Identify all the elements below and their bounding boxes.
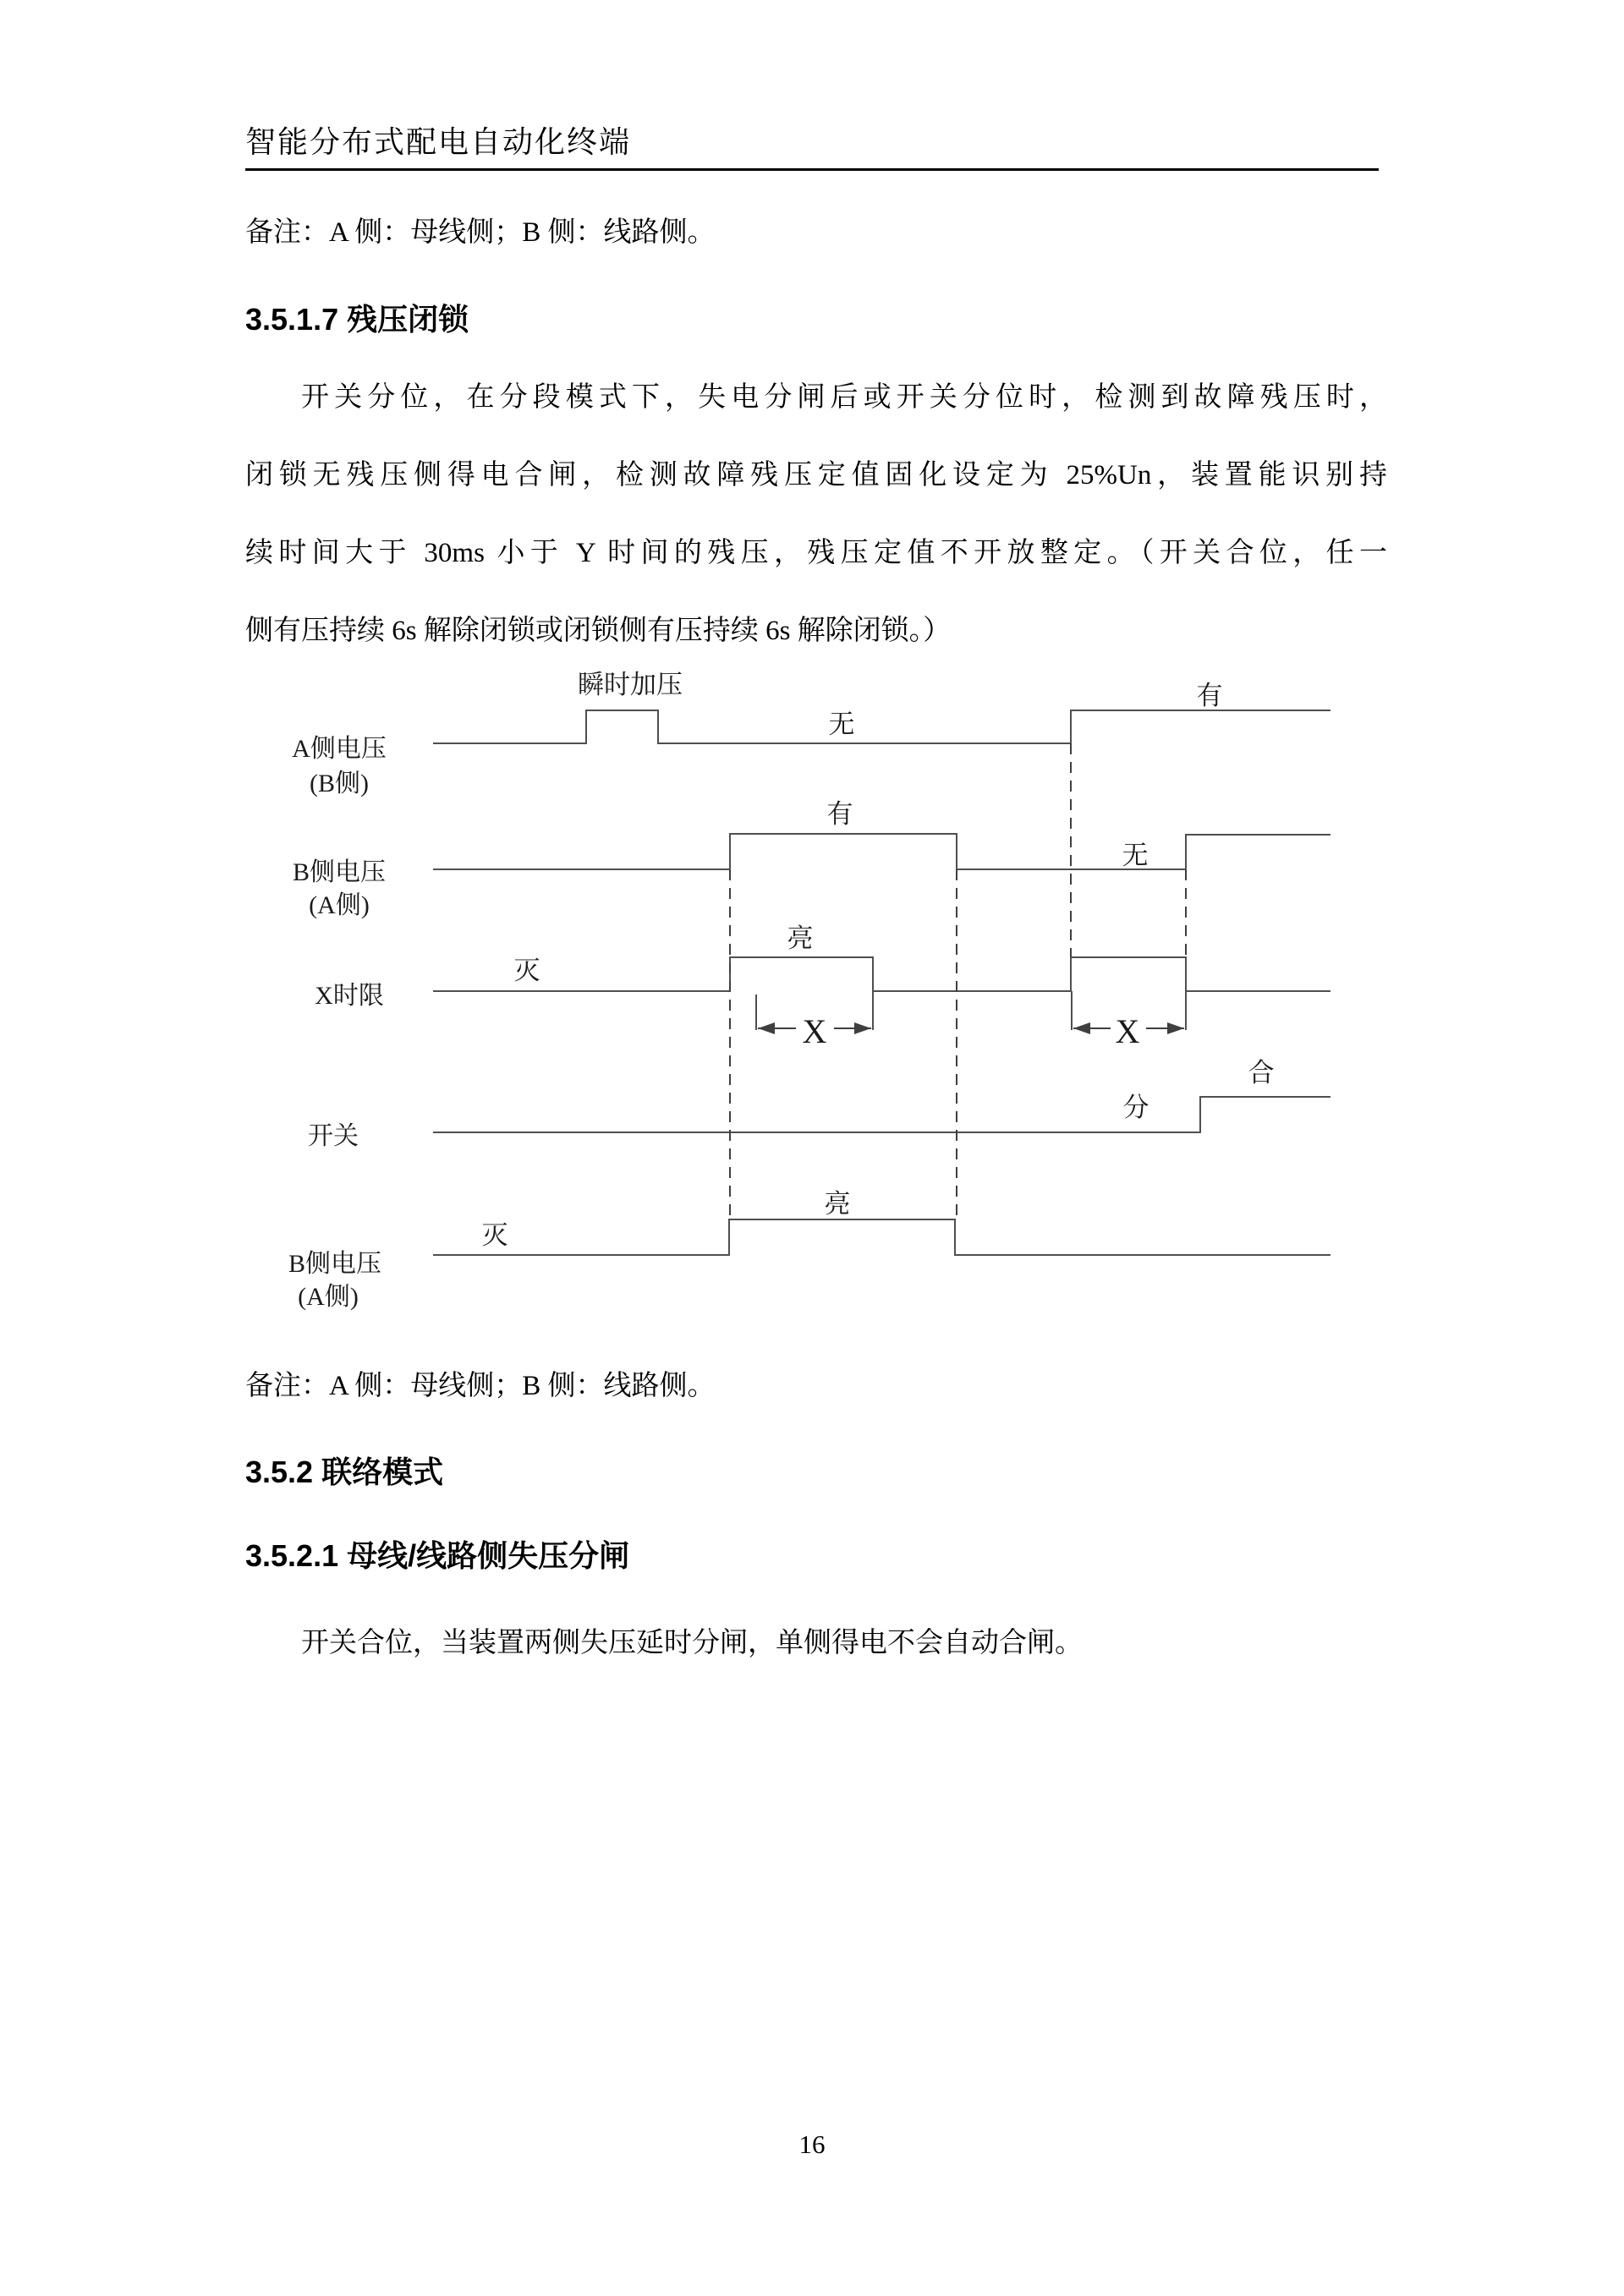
waveform-b-side-bottom: [433, 1219, 1330, 1255]
label-b-side-voltage: B侧电压: [292, 858, 387, 886]
waveform-a-side: [433, 710, 1330, 743]
note-bottom: 备注：A 侧：母线侧；B 侧：线路侧。: [245, 1371, 716, 1401]
paragraph-line: 闭锁无残压侧得电合闸，检测故障残压定值固化设定为 25%Un，装置能识别持: [245, 460, 1387, 490]
label-a-side-voltage-sub: (B侧): [310, 770, 369, 797]
heading-3-5-1-7: 3.5.1.7 残压闭锁: [245, 302, 469, 337]
paragraph-contact-mode: 开关合位，当装置两侧失压延时分闸，单侧得电不会自动合闸。: [301, 1628, 1083, 1658]
timing-diagram: [245, 660, 1345, 1362]
waveform-b-side: [433, 834, 1330, 869]
label-on-x: 亮: [787, 923, 814, 953]
paragraph-line: 侧有压持续 6s 解除闭锁或闭锁侧有压持续 6s 解除闭锁。）: [245, 616, 952, 646]
page-header-title: 智能分布式配电自动化终端: [245, 125, 632, 159]
arrow-x1-left-head: [758, 1022, 775, 1034]
label-switch: 开关: [308, 1122, 359, 1150]
label-off-b2: 灭: [481, 1220, 508, 1250]
label-open: 分: [1122, 1093, 1149, 1122]
label-present-a: 有: [1196, 681, 1223, 710]
label-b-side-voltage-2: B侧电压: [288, 1250, 382, 1278]
label-b-side-voltage-2-sub: (A侧): [298, 1283, 359, 1311]
header-rule: [245, 168, 1379, 171]
label-instant-pressure: 瞬时加压: [578, 670, 683, 699]
paragraph-residual-voltage: [245, 359, 1387, 670]
paragraph-line: 续时间大于 30ms 小于 Y 时间的残压，残压定值不开放整定。（开关合位，任一: [245, 538, 1387, 568]
label-b-side-voltage-sub: (A侧): [309, 891, 370, 919]
paragraph-line: 开关分位，在分段模式下，失电分闸后或开关分位时，检测到故障残压时，: [301, 382, 1387, 413]
label-x-duration-2: X: [1115, 1012, 1140, 1050]
arrow-x2-left-head: [1073, 1022, 1090, 1034]
label-close: 合: [1248, 1058, 1275, 1088]
label-x-time-limit: X时限: [315, 982, 384, 1010]
label-none-a: 无: [828, 710, 855, 739]
note-top: 备注：A 侧：母线侧；B 侧：线路侧。: [245, 217, 716, 248]
page-number: 16: [798, 2129, 826, 2159]
heading-3-5-2-1: 3.5.2.1 母线/线路侧失压分闸: [245, 1538, 630, 1573]
label-none-b: 无: [1122, 841, 1149, 870]
label-on-b2: 亮: [824, 1189, 851, 1219]
arrow-x1-right-head: [854, 1022, 871, 1034]
waveform-x-timer: [433, 957, 1330, 991]
waveform-switch: [433, 1097, 1330, 1132]
label-x-duration-1: X: [802, 1012, 827, 1050]
label-present-b: 有: [826, 799, 853, 829]
arrow-x2-right-head: [1167, 1022, 1184, 1034]
heading-3-5-2: 3.5.2 联络模式: [245, 1455, 444, 1489]
label-off-x: 灭: [513, 956, 540, 985]
label-a-side-voltage: A侧电压: [292, 735, 387, 763]
